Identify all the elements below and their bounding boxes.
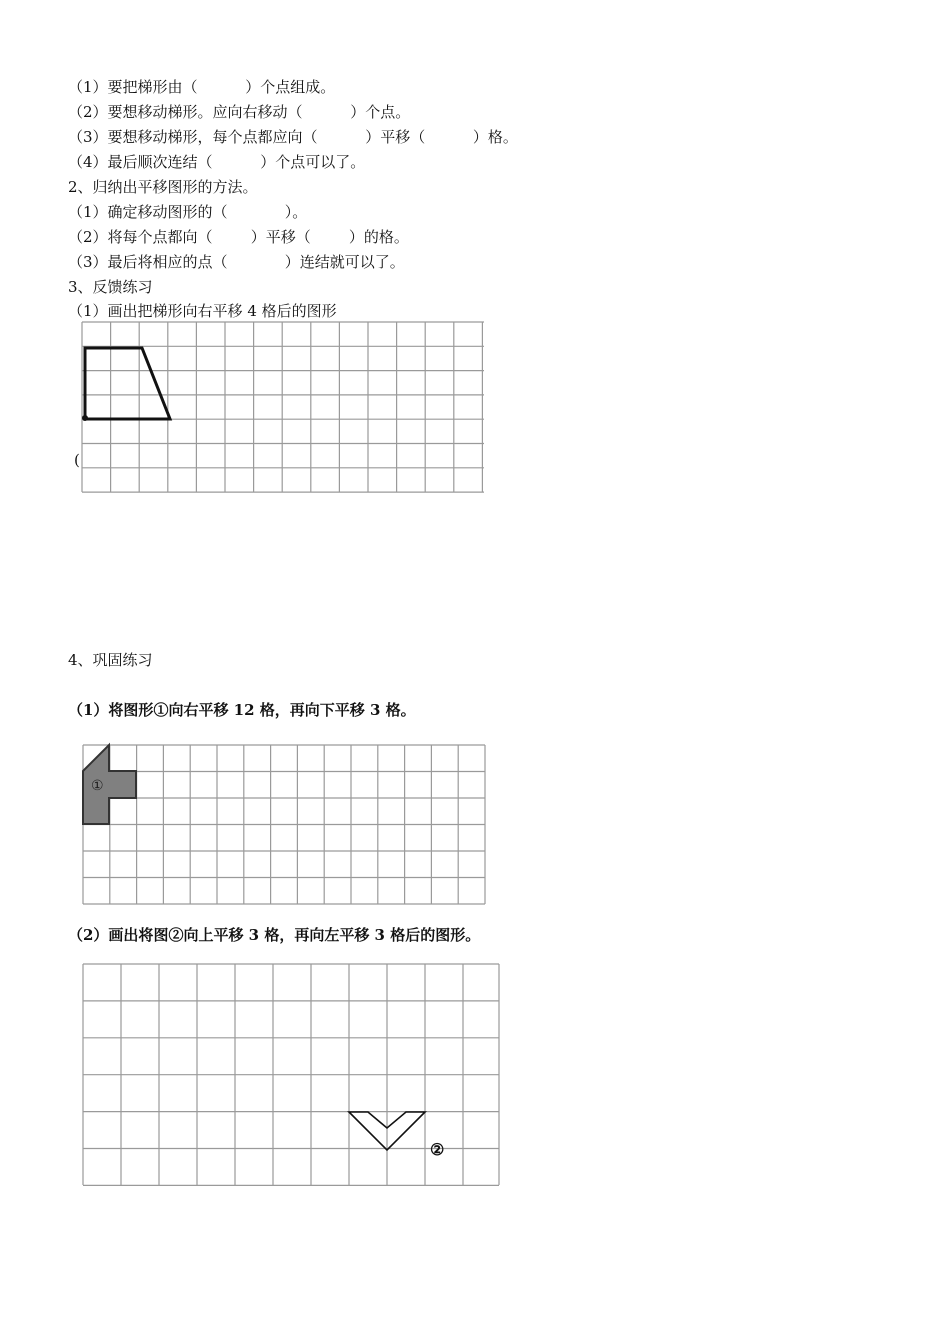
exercise-3-1: （1）画出把梯形向右平移 4 格后的图形	[68, 302, 337, 320]
question-line-1-1: （1）要把梯形由（ ）个点组成。	[68, 78, 336, 96]
grid-figure-2	[83, 964, 499, 1186]
stray-mark: (	[74, 451, 80, 469]
method-line-2: （2）将每个点都向（ ）平移（ ）的格。	[68, 228, 409, 246]
grid-figure-1	[83, 745, 485, 905]
section-4-heading: 4、巩固练习	[68, 651, 153, 669]
method-line-3: （3）最后将相应的点（ ）连结就可以了。	[68, 253, 405, 271]
exercise-4-1: （1）将图形①向右平移 12 格，再向下平移 3 格。	[68, 701, 416, 719]
trapezoid-shape	[85, 348, 170, 419]
vertex-dot	[82, 415, 88, 421]
method-line-1: （1）确定移动图形的（ ）。	[68, 203, 308, 221]
figure-1-label: ①	[91, 778, 104, 794]
question-line-1-2: （2）要想移动梯形。应向右移动（ ）个点。	[68, 103, 411, 121]
grid-trapezoid	[82, 322, 484, 494]
section-3-heading: 3、反馈练习	[68, 278, 153, 296]
section-2-heading: 2、归纳出平移图形的方法。	[68, 178, 258, 196]
question-line-1-4: （4）最后顺次连结（ ）个点可以了。	[68, 153, 366, 171]
figure-2-label: ②	[430, 1140, 445, 1159]
exercise-4-2: （2）画出将图②向上平移 3 格，再向左平移 3 格后的图形。	[68, 926, 481, 944]
question-line-1-3: （3）要想移动梯形，每个点都应向（ ）平移（ ）格。	[68, 128, 518, 146]
